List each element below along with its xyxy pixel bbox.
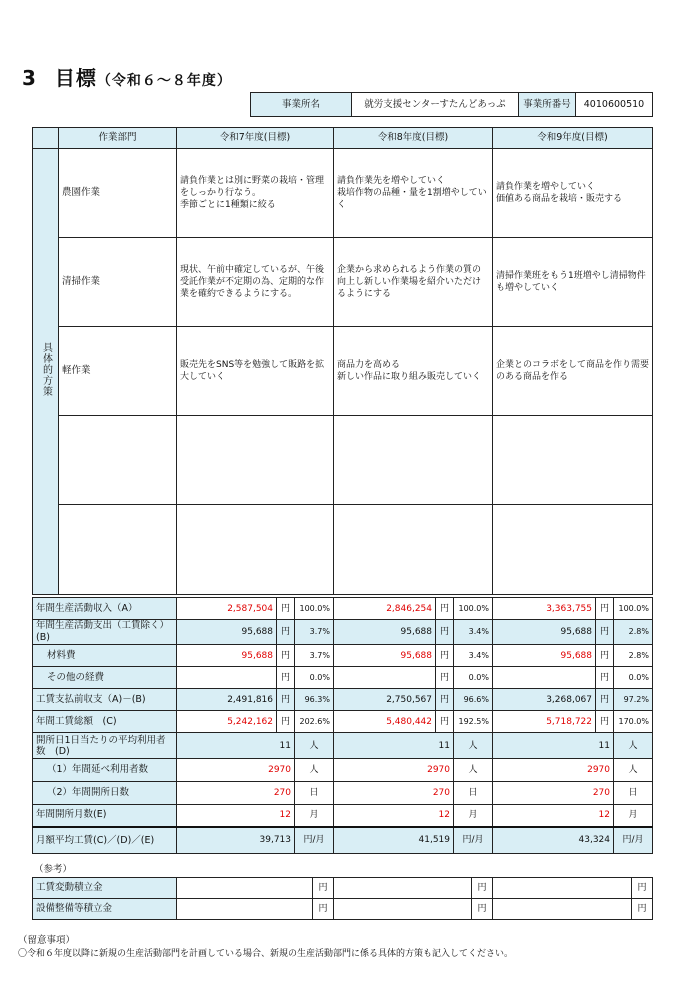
yen-unit: 円 [313,878,334,899]
unit-cell: 月 [454,805,493,827]
percent-cell: 3.7% [295,620,334,645]
percent-cell: 192.5% [454,711,493,733]
header-dept: 作業部門 [59,128,177,149]
header-year2: 令和8年度(目標) [334,128,493,149]
percent-cell: 0.0% [295,667,334,689]
percent-cell: 96.3% [295,689,334,711]
percent-cell: 100.0% [454,598,493,620]
percent-cell: 2.8% [614,620,653,645]
yen-unit: 円 [277,645,295,667]
value-cell: 2970 [177,759,295,782]
page-title [22,62,232,91]
office-number-label: 事業所番号 [519,93,576,117]
notes-title: （留意事項） [18,935,76,946]
unit-cell: 円/月 [614,827,653,854]
value-cell: 2970 [493,759,614,782]
value-cell: 11 [177,733,295,759]
unit-cell: 人 [454,759,493,782]
reference-value [177,899,313,920]
plan-cell [177,416,334,505]
value-cell: 2,750,567 [334,689,436,711]
yen-unit: 円 [436,711,454,733]
percent-cell: 97.2% [614,689,653,711]
reference-value [493,899,632,920]
percent-cell: 3.4% [454,620,493,645]
percent-cell: 0.0% [454,667,493,689]
yen-unit: 円 [277,711,295,733]
yen-unit: 円 [596,667,614,689]
plan-cell: 請負作業を増やしていく 価値ある商品を栽培・販売する [493,149,653,238]
value-cell: 270 [177,782,295,805]
reference-value [177,878,313,899]
yen-unit: 円 [596,645,614,667]
value-cell: 5,718,722 [493,711,596,733]
finance-label: 年間工賃総額 (C) [33,711,177,733]
finance-label: 年間生産活動支出（工賃除く）(B) [33,620,177,645]
percent-cell: 2.8% [614,645,653,667]
yen-unit: 円 [436,645,454,667]
percent-cell: 100.0% [614,598,653,620]
unit-cell: 人 [295,733,334,759]
value-cell: 12 [493,805,614,827]
value-cell: 3,363,755 [493,598,596,620]
reference-value [493,878,632,899]
plan-table [32,127,653,595]
office-name: 就労支援センターすたんどあっぷ [352,93,519,117]
unit-cell: 人 [454,733,493,759]
section-number: 3 [22,66,37,90]
plan-cell: 販売先をSNS等を勉強して販路を拡大していく [177,327,334,416]
yen-unit: 円 [313,899,334,920]
reference-label: （参考） [34,864,73,875]
value-cell: 95,688 [493,620,596,645]
yen-unit: 円 [436,620,454,645]
unit-cell: 人 [295,759,334,782]
yen-unit: 円 [436,598,454,620]
finance-label: 年間生産活動収入（A） [33,598,177,620]
plan-cell [334,505,493,595]
value-cell: 43,324 [493,827,614,854]
value-cell: 95,688 [177,620,277,645]
unit-cell: 円/月 [454,827,493,854]
office-number: 4010600510 [576,93,653,117]
yen-unit: 円 [632,878,653,899]
value-cell [493,667,596,689]
value-cell: 95,688 [334,645,436,667]
side-label-cell [33,149,59,595]
unit-cell: 日 [295,782,334,805]
percent-cell: 0.0% [614,667,653,689]
value-cell [177,667,277,689]
plan-cell: 現状、午前中確定しているが、午後受託作業が不定期の為、定期的な作業を確約できるようにする。 [177,238,334,327]
value-cell: 11 [334,733,454,759]
value-cell: 2,846,254 [334,598,436,620]
value-cell: 5,242,162 [177,711,277,733]
office-table [250,92,653,117]
unit-cell: 日 [454,782,493,805]
dept-cell: 農園作業 [59,149,177,238]
finance-label: その他の経費 [33,667,177,689]
unit-cell: 人 [614,759,653,782]
finance-table [32,597,653,854]
value-cell: 3,268,067 [493,689,596,711]
value-cell: 270 [334,782,454,805]
yen-unit: 円 [472,899,493,920]
value-cell: 39,713 [177,827,295,854]
yen-unit: 円 [596,620,614,645]
header-year3: 令和9年度(目標) [493,128,653,149]
yen-unit: 円 [632,899,653,920]
value-cell: 2,491,816 [177,689,277,711]
header-year1: 令和7年度(目標) [177,128,334,149]
yen-unit: 円 [277,689,295,711]
plan-cell [493,416,653,505]
plan-cell: 清掃作業班をもう1班増やし清掃物件も増やしていく [493,238,653,327]
percent-cell: 3.7% [295,645,334,667]
office-name-label: 事業所名 [251,93,352,117]
value-cell: 95,688 [177,645,277,667]
value-cell: 5,480,442 [334,711,436,733]
percent-cell: 170.0% [614,711,653,733]
yen-unit: 円 [277,620,295,645]
dept-cell: 清掃作業 [59,238,177,327]
yen-unit: 円 [472,878,493,899]
value-cell: 2970 [334,759,454,782]
unit-cell: 人 [614,733,653,759]
reference-value [334,878,472,899]
finance-label: （2）年間開所日数 [33,782,177,805]
finance-label: 開所日1日当たりの平均利用者数 (D) [33,733,177,759]
value-cell: 12 [334,805,454,827]
reference-row-label: 設備整備等積立金 [33,899,177,920]
unit-cell: 円/月 [295,827,334,854]
plan-cell [334,416,493,505]
title-main: 目標 [54,66,97,90]
yen-unit: 円 [277,667,295,689]
finance-label: 月額平均工賃(C)／(D)／(E) [33,827,177,854]
side-label: 具体的方策 [40,342,52,397]
finance-label: 年間開所月数(E) [33,805,177,827]
finance-label: 工賃支払前収支（A)－(B) [33,689,177,711]
value-cell: 41,519 [334,827,454,854]
value-cell [334,667,436,689]
percent-cell: 202.6% [295,711,334,733]
finance-label: 材料費 [33,645,177,667]
dept-cell [59,505,177,595]
plan-cell [493,505,653,595]
plan-cell: 商品力を高める 新しい作品に取り組み販売していく [334,327,493,416]
yen-unit: 円 [596,711,614,733]
yen-unit: 円 [436,667,454,689]
value-cell: 11 [493,733,614,759]
dept-cell [59,416,177,505]
percent-cell: 100.0% [295,598,334,620]
reference-row-label: 工賃変動積立金 [33,878,177,899]
plan-cell: 請負作業先を増やしていく 栽培作物の品種・量を1割増やしていく [334,149,493,238]
title-sub: （令和６～８年度） [96,73,232,89]
unit-cell: 日 [614,782,653,805]
finance-label: （1）年間延べ利用者数 [33,759,177,782]
plan-cell [177,505,334,595]
percent-cell: 96.6% [454,689,493,711]
yen-unit: 円 [596,689,614,711]
unit-cell: 月 [295,805,334,827]
value-cell: 270 [493,782,614,805]
plan-cell: 請負作業とは別に野菜の栽培・管理をしっかり行なう。 季節ごとに1種類に絞る [177,149,334,238]
reference-value [334,899,472,920]
plan-cell: 企業とのコラボをして商品を作り需要のある商品を作る [493,327,653,416]
unit-cell: 月 [614,805,653,827]
value-cell: 2,587,504 [177,598,277,620]
plan-cell: 企業から求められるよう作業の質の向上し新しい作業場を紹介いただけるようにする [334,238,493,327]
percent-cell: 3.4% [454,645,493,667]
yen-unit: 円 [436,689,454,711]
notes-text: 〇令和６年度以降に新規の生産活動部門を計画している場合、新規の生産活動部門に係る具体的方策も記入してください。 [18,949,514,959]
yen-unit: 円 [596,598,614,620]
reference-table [32,877,653,920]
value-cell: 95,688 [334,620,436,645]
value-cell: 95,688 [493,645,596,667]
yen-unit: 円 [277,598,295,620]
value-cell: 12 [177,805,295,827]
dept-cell: 軽作業 [59,327,177,416]
